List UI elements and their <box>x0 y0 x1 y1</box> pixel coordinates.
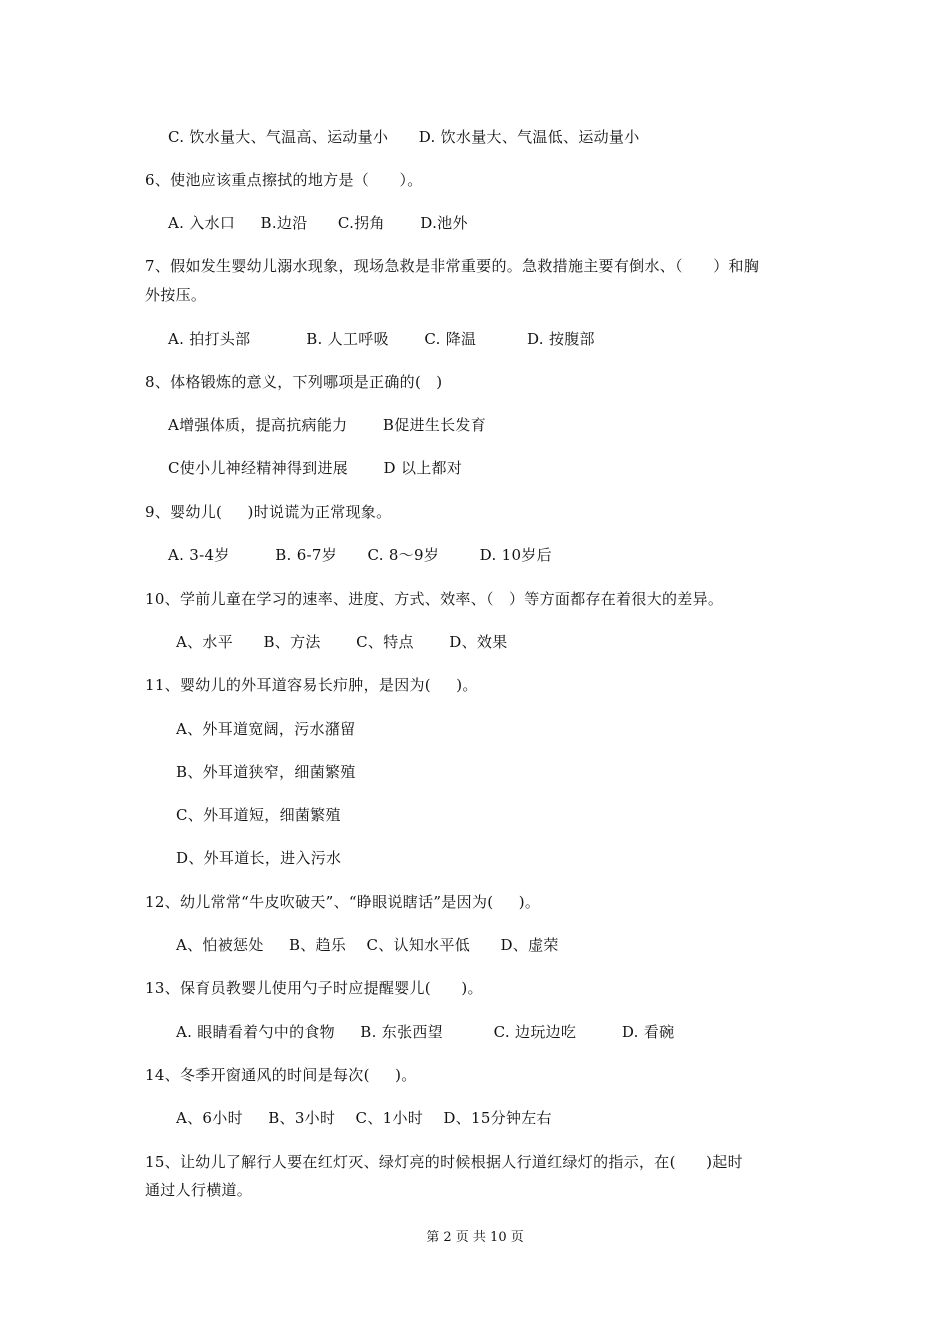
q15-question-line1: 15、让幼儿了解行人要在红灯灭、绿灯亮的时候根据人行道红绿灯的指示，在( )起时 <box>145 1153 743 1171</box>
q15-question-line2: 通过人行横道。 <box>145 1181 253 1199</box>
q8-question: 8、体格锻炼的意义，下列哪项是正确的( ) <box>145 373 443 391</box>
q11-option-d: D、外耳道长，进入污水 <box>176 849 342 867</box>
q14-options: A、6小时 B、3小时 C、1小时 D、15分钟左右 <box>176 1109 552 1127</box>
q10-options: A、水平 B、方法 C、特点 D、效果 <box>176 633 508 651</box>
q7-question-line1: 7、假如发生婴幼儿溺水现象，现场急救是非常重要的。急救措施主要有倒水、（ ）和胸 <box>145 257 760 275</box>
q9-question: 9、婴幼儿( )时说谎为正常现象。 <box>145 503 392 521</box>
q13-question: 13、保育员教婴儿使用勺子时应提醒婴儿( )。 <box>145 979 483 997</box>
q13-options: A. 眼睛看着勺中的食物 B. 东张西望 C. 边玩边吃 D. 看碗 <box>176 1023 675 1041</box>
q11-option-c: C、外耳道短，细菌繁殖 <box>176 806 341 824</box>
q14-question: 14、冬季开窗通风的时间是每次( )。 <box>145 1066 417 1084</box>
q7-question-line2: 外按压。 <box>145 286 207 304</box>
q10-question: 10、学前儿童在学习的速率、进度、方式、效率、（ ）等方面都存在着很大的差异。 <box>145 590 724 608</box>
q9-options: A. 3-4岁 B. 6-7岁 C. 8～9岁 D. 10岁后 <box>168 546 552 564</box>
q11-option-b: B、外耳道狭窄，细菌繁殖 <box>176 763 356 781</box>
q5-option-line-cd: C. 饮水量大、气温高、运动量小 D. 饮水量大、气温低、运动量小 <box>168 128 640 146</box>
q6-options: A. 入水口 B.边沿 C.拐角 D.池外 <box>168 214 468 232</box>
q8-options-line2: C使小儿神经精神得到进展 D 以上都对 <box>168 459 463 477</box>
q11-question: 11、婴幼儿的外耳道容易长疖肿，是因为( )。 <box>145 676 478 694</box>
q11-option-a: A、外耳道宽阔，污水潴留 <box>176 720 356 738</box>
q12-question: 12、幼儿常常“牛皮吹破天”、“睁眼说瞎话”是因为( )。 <box>145 893 541 911</box>
q6-question: 6、使池应该重点擦拭的地方是（ ）。 <box>145 171 423 189</box>
q7-options: A. 拍打头部 B. 人工呼吸 C. 降温 D. 按腹部 <box>168 330 595 348</box>
page-footer: 第 2 页 共 10 页 <box>426 1230 524 1245</box>
q8-options-line1: A增强体质，提高抗病能力 B促进生长发育 <box>168 416 487 434</box>
q12-options: A、怕被惩处 B、趋乐 C、认知水平低 D、虚荣 <box>176 936 559 954</box>
